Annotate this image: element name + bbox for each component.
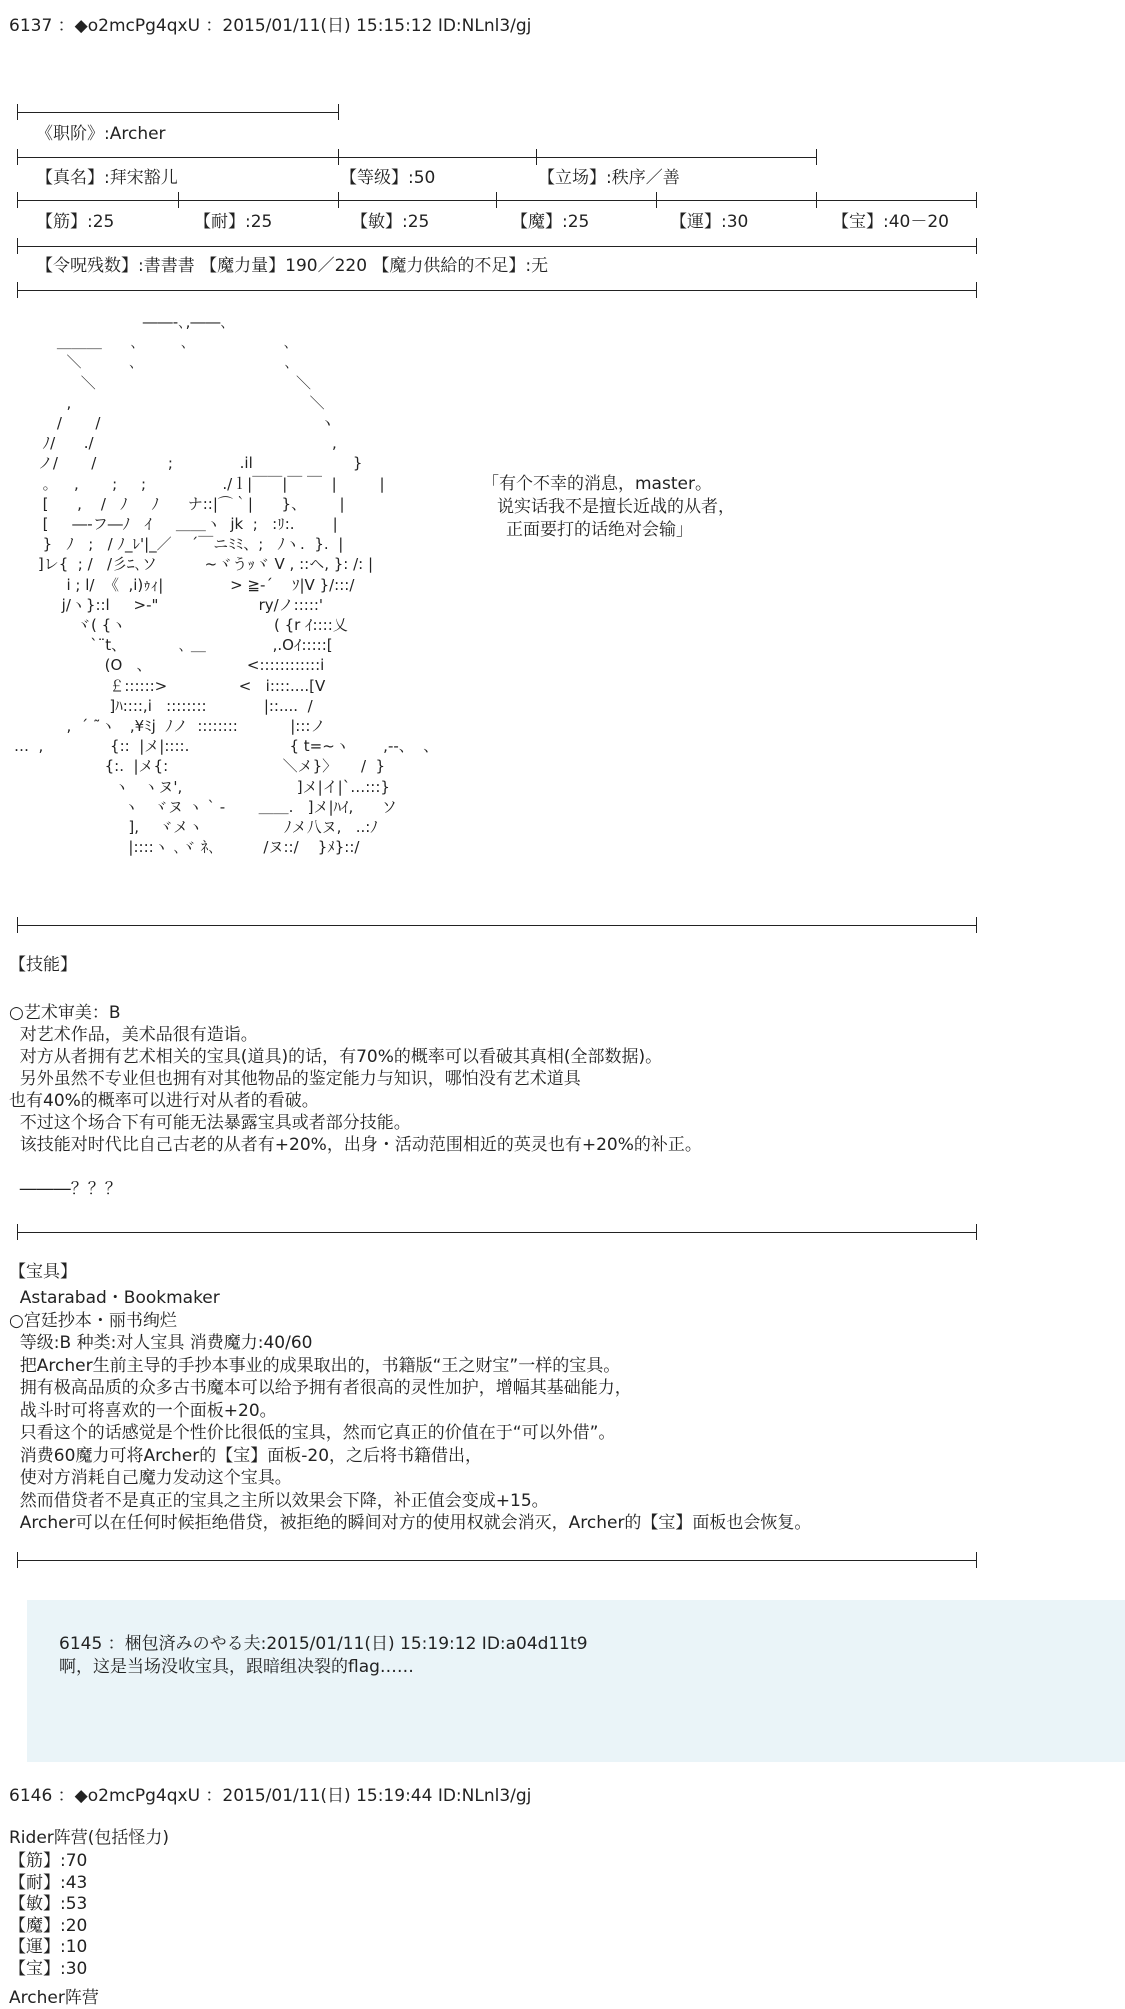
rider-stat: 【筋】:70 [9,1851,88,1871]
divider-tick [17,1224,18,1240]
rider-stats [9,1851,87,1980]
quote-line: 「有个不幸的消息，master。 [482,474,712,494]
np-line: ○宫廷抄本・丽书绚烂 [9,1310,177,1331]
rider-title: Rider阵营(包括怪力) [9,1828,170,1848]
skill-line: 另外虽然不专业但也拥有对其他物品的鉴定能力与知识，哪怕没有艺术道具 [9,1069,581,1089]
divider-line [17,925,977,926]
divider-line [17,1560,977,1561]
status-frame-tick [976,282,977,298]
skill-line: 该技能对时代比自己古老的从者有+20%，出身・活动范围相近的英灵也有+20%的补正。 [9,1135,702,1155]
skill-line: 不过这个场合下有可能无法暴露宝具或者部分技能。 [9,1113,411,1133]
np-line: 等级:B 种类:对人宝具 消费魔力:40/60 [9,1333,313,1353]
divider-tick [17,917,18,933]
skill-line [9,1156,702,1178]
skill-line: ―――？？？ [9,1179,122,1199]
status-frame-line [17,290,977,291]
stat-luck: 【運】:30 [670,212,749,232]
divider-tick [976,1552,977,1568]
alignment-field: 【立场】:秩序／善 [538,168,680,188]
skills-section [9,1002,702,1200]
status-frame-tick [496,192,497,208]
np-title: 【宝具】 [9,1262,77,1282]
np-line: 战斗时可将喜欢的一个面板+20。 [9,1400,277,1421]
true-name-field: 【真名】:拜宋豁儿 [36,168,178,188]
rider-stat: 【耐】:43 [9,1872,88,1893]
skill-line: 对艺术作品，美术品很有造诣。 [9,1025,258,1045]
np-line: 把Archer生前主导的手抄本事业的成果取出的，书籍版“王之财宝”一样的宝具。 [9,1355,621,1376]
status-frame-tick [338,192,339,208]
divider-tick [17,1552,18,1568]
archer-title: Archer阵营 [9,1988,99,2008]
skill-line: 也有40%的概率可以进行对从者的看破。 [9,1091,319,1111]
status-frame-line [17,157,817,158]
quote-line: 正面要打的话绝对会输」 [506,520,693,540]
status-frame-tick [178,192,179,208]
stat-endurance: 【耐】:25 [194,212,273,232]
np-line: 拥有极高品质的众多古书魔本可以给予拥有者很高的灵性加护，增幅其基础能力， [9,1378,632,1398]
post-header: 6146 ：◆o2mcPg4qxU ：2015/01/11(日) 15:19:44 ID:NLnl3/gj [9,1786,532,1806]
status-frame-line [17,112,339,113]
post-body: 啊，这是当场没收宝具，跟暗组决裂的flag…… [59,1657,414,1677]
np-line: Astarabad・Bookmaker [9,1288,220,1308]
stat-mana: 【魔】:25 [511,212,590,232]
stat-np: 【宝】:40－20 [832,212,949,232]
status-frame-tick [17,282,18,298]
np-line: 消费60魔力可将Archer的【宝】面板-20，之后将书籍借出， [9,1445,483,1466]
status-frame-tick [17,149,18,165]
status-frame-tick [338,149,339,165]
status-frame-tick [17,192,18,208]
rider-stat: 【魔】:20 [9,1915,88,1936]
post-header: 6137 ：◆o2mcPg4qxU ：2015/01/11(日) 15:15:12 ID:NLnl3/gj [9,16,532,36]
ascii-art: ――‐､,――､ ＿＿＿ ､ ､ ､ ＼ ､ ､ ＼ ＼ , ＼ / / ヽ ﾉ/ ./ , ノ/ / ; .il } ｡ , ; ; ./ｌ|￣￣|￣ ￣ | | [ , / ﾉ ﾉ ナ::|⌒｀| }、 | [ ―‐フ―ﾉ ｲ ＿＿ヽ jk ; :ﾘ:. | } ﾉ ; / ﾉ_ﾚ'|_／ ´￣ニﾐﾐ、; ﾉヽ. }. | ]レ{ ; / /彡ﾆ､ソ ~ヾうｯヾ V , ::ヘ, }: /: | i ; l/ 《 ,i)ｩｨ| > ≧-´ ｿ|V }/:::/ j/ヽ}::l >-" ry/ノ:::::' ヾ( {ヽ ( {r ｲ::::乂 `¨t、 ､ ＿ ,.Oｲ:::::[ (O 、 <::::::::::::i ￡::::::> < i::::....[V ]ﾊ::::,i :::::::: |::.... / , ´ ˜ヽ ,¥ﾐj ﾉノ :::::::: |:::ノ … , {:: |メ|::::. { t=~ヽ ,‐‐、 、 {:. |メ{: ＼メ}〉 / } ヽ ヽヌ', ]メ|イ|`…:::} ヽ ヾヌ ヽ ` - ＿＿. ]メ|ﾊｲ, ソ ], ヾメヽ ﾉメ八ヌ, ..:ﾉ |::::ヽ ､ヾ ﾈ､ /ヌ::/ }ﾒ}::/ [14,313,439,857]
status-frame-tick [17,238,18,254]
skill-line: ○艺术审美：B [9,1003,121,1023]
skill-line: 对方从者拥有艺术相关的宝具(道具)的话，有70%的概率可以看破其真相(全部数据)。 [9,1047,663,1067]
np-section [9,1287,811,1535]
status-frame-tick [338,104,339,120]
np-line: Archer可以在任何时候拒绝借贷，被拒绝的瞬间对方的使用权就会消灭，Archer的【宝】面板也会恢复。 [9,1513,812,1533]
status-frame-line [17,200,977,201]
status-frame-tick [816,192,817,208]
np-line: 只看这个的话感觉是个性价比很低的宝具，然而它真正的价值在于“可以外借”。 [9,1423,616,1443]
divider-tick [976,1224,977,1240]
post-header: 6145 ：梱包済みのやる夫:2015/01/11(日) 15:19:12 ID:a04d11t9 [59,1634,588,1654]
status-frame-line [17,246,977,247]
class-field: 《职阶》:Archer [36,124,166,144]
status-frame-tick [656,192,657,208]
stat-agility: 【敏】:25 [351,212,430,232]
np-line: 使对方消耗自己魔力发动这个宝具。 [9,1468,292,1488]
status-frame-tick [976,238,977,254]
status-frame-tick [816,149,817,165]
mana-field: 【令呪残数】:書書書 【魔力量】190／220 【魔力供給的不足】:无 [36,256,549,276]
status-frame-tick [536,149,537,165]
rider-stat: 【敏】:53 [9,1894,88,1914]
np-line: 然而借贷者不是真正的宝具之主所以效果会下降，补正值会变成+15。 [9,1490,549,1511]
stat-strength: 【筋】:25 [36,212,115,232]
skills-title: 【技能】 [9,955,77,975]
level-field: 【等级】:50 [340,168,436,188]
divider-line [17,1232,977,1233]
quote-line: 说实话我不是擅长近战的从者， [497,497,735,517]
reply-post [27,1600,1125,1762]
divider-tick [976,917,977,933]
rider-stat: 【宝】:30 [9,1958,88,1979]
rider-stat: 【運】:10 [9,1937,88,1957]
status-frame-tick [976,192,977,208]
status-frame-tick [17,104,18,120]
